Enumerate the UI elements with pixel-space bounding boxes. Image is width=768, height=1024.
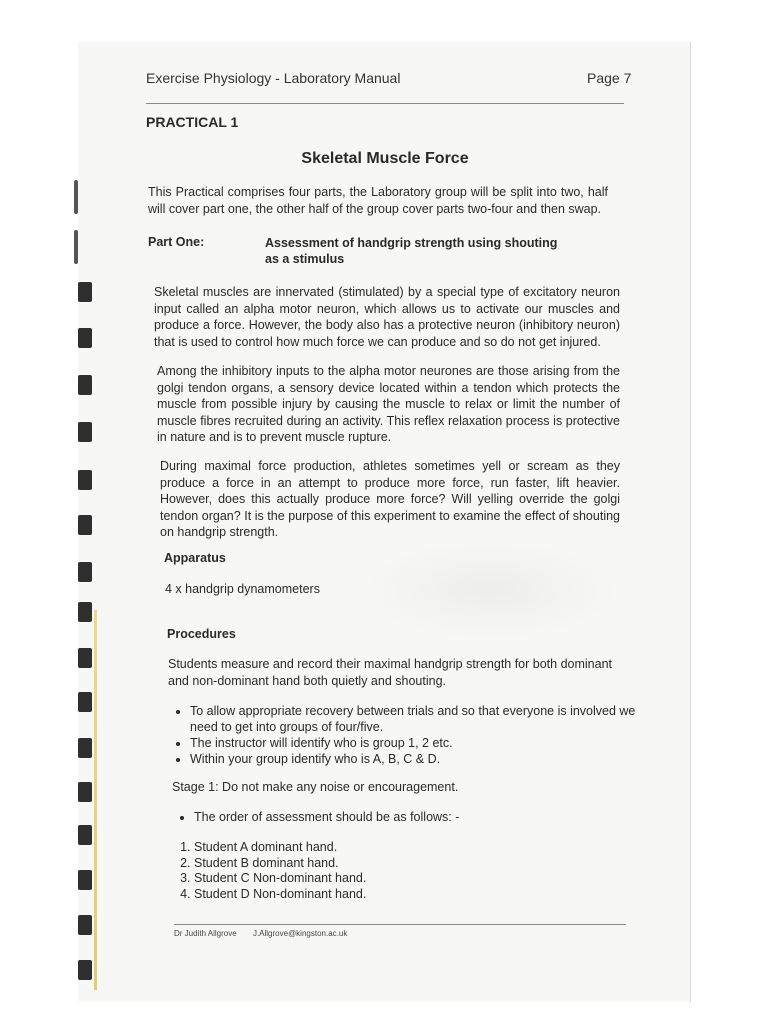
page-number: Page 7 [587, 70, 632, 86]
binding-ring [78, 782, 92, 802]
list-item: 2. Student B dominant hand. [194, 856, 366, 872]
list-item: • The order of assessment should be as follows: - [194, 810, 459, 824]
list-item: • The instructor will identify who is group 1, 2 etc. [190, 735, 645, 751]
footer-email: J.Allgrove@kingston.ac.uk [252, 929, 348, 938]
binding-ring [78, 470, 92, 490]
running-header-title: Exercise Physiology - Laboratory Manual [146, 70, 401, 86]
list-item: 1. Student A dominant hand. [194, 840, 366, 856]
procedure-bullets [170, 703, 645, 767]
stage-1-instruction: Stage 1: Do not make any noise or encouragement. [172, 780, 459, 794]
binding-ring [78, 375, 92, 395]
footer-divider [174, 924, 626, 925]
binding-ring [78, 328, 92, 348]
header-divider [146, 103, 624, 104]
binding-ring [74, 230, 78, 264]
spiral-binding [70, 170, 110, 990]
binding-ring [78, 422, 92, 442]
binding-ring [74, 180, 78, 214]
binding-ring [78, 515, 92, 535]
practical-label: PRACTICAL 1 [146, 114, 239, 130]
list-item: • To allow appropriate recovery between trials and so that everyone is involved we need to get into groups of four/five. [190, 703, 645, 735]
binding-ring [78, 960, 92, 980]
paragraph-3: During maximal force production, athletes sometimes yell or scream as they produce a force in an attempt to produce more force, run faster, lift heavier. However, does this actually produce more force? Will yelling override the golgi tendon organ? It is the purpose of this experiment to examine the effect of shouting on handgrip strength. [160, 459, 620, 539]
procedures-heading: Procedures [167, 627, 236, 641]
binding-ring [78, 825, 92, 845]
list-item: 4. Student D Non-dominant hand. [194, 887, 366, 903]
procedures-text: Students measure and record their maximal handgrip strength for both dominant and non-dominant hand both quietly and shouting. [168, 657, 612, 688]
binding-thread [94, 610, 97, 990]
scan-shadow [360, 540, 620, 640]
apparatus-item: 4 x handgrip dynamometers [165, 582, 320, 596]
assessment-steps [174, 840, 366, 902]
binding-ring [78, 870, 92, 890]
intro-paragraph: This Practical comprises four parts, the Laboratory group will be split into two, half will cover part one, the other half of the group cover parts two-four and then swap. [148, 185, 608, 216]
paragraph-2: Among the inhibitory inputs to the alpha motor neurones are those arising from the golgi tendon organs, a sensory device located within a tendon which protects the muscle from possible injury by causing the muscle to relax or limit the number of muscle fibres recruited during an activity. This reflex relaxation process is protective in nature and is to prevent muscle rupture. [157, 364, 620, 444]
binding-ring [78, 602, 92, 622]
binding-ring [78, 562, 92, 582]
page-title: Skeletal Muscle Force [301, 150, 469, 167]
footer-author: Dr Judith Allgrove [174, 929, 237, 938]
paragraph-1: Skeletal muscles are innervated (stimulated) by a special type of excitatory neuron input called an alpha motor neuron, which allows us to activate our muscles and produce a force. However, the body also has a protective neuron (inhibitory neuron) that is used to control how much force we can produce and so do not get injured. [154, 285, 620, 349]
binding-ring [78, 915, 92, 935]
part-one-description: Assessment of handgrip strength using shouting as a stimulus [265, 236, 558, 266]
list-item: • Within your group identify who is A, B, C & D. [190, 751, 645, 767]
part-one-label: Part One: [148, 235, 205, 249]
binding-ring [78, 648, 92, 668]
binding-ring [78, 282, 92, 302]
list-item: 3. Student C Non-dominant hand. [194, 871, 366, 887]
footer [174, 929, 361, 938]
assessment-order-bullet [174, 810, 459, 824]
binding-ring [78, 692, 92, 712]
binding-ring [78, 738, 92, 758]
apparatus-heading: Apparatus [164, 551, 226, 565]
